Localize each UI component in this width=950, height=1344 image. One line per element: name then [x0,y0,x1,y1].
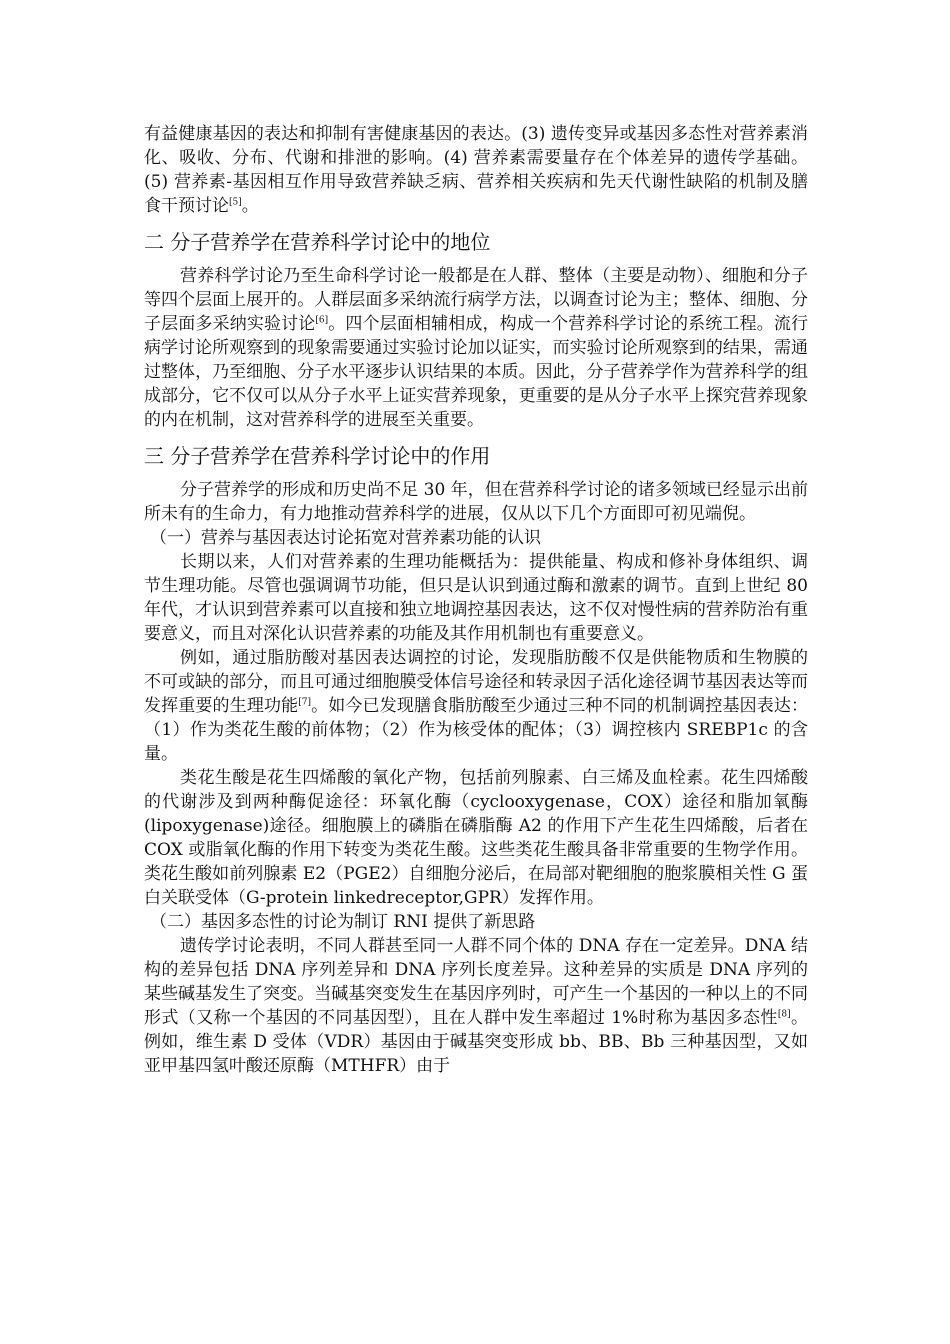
paragraph-text: 。例如，维生素 D 受体（VDR）基因由于碱基突变形成 bb、BB、Bb 三种基因型，又如亚甲基四氢叶酸还原酶（MTHFR）由于 [144,1008,808,1076]
citation-ref: [5] [229,197,242,208]
citation-ref: [6] [315,315,329,326]
subsection-heading-1: （一）营养与基因表达讨论拓宽对营养素功能的认识 [150,528,541,548]
citation-ref: [8] [777,1009,791,1020]
paragraph-status [144,264,808,432]
paragraph-text: 有益健康基因的表达和抑制有害健康基因的表达。(3) 遗传变异或基因多态性对营养素消化、吸收、分布、代谢和排泄的影响。(4) 营养素需要量存在个体差异的遗传学基础。(5) 营养素-基因相互作用导致营养缺乏病、营养相关疾病和先天代谢性缺陷的机制及膳食干预讨论 [144,124,808,216]
section-heading-3: 三 分子营养学在营养科学讨论中的作用 [144,444,491,468]
paragraph-nutrient-gene [144,122,808,218]
paragraph-fatty-acid [144,646,808,766]
section-heading-2: 二 分子营养学在营养科学讨论中的地位 [144,230,491,254]
paragraph-text: 营养科学讨论乃至生命科学讨论一般都是在人群、整体（主要是动物）、细胞和分子等四个层面上展开的。人群层面多采纳流行病学方法，以调查讨论为主；整体、细胞、分子层面多采纳实验讨论 [144,266,808,334]
paragraph-role-intro: 分子营养学的形成和历史尚不足 30 年，但在营养科学讨论的诸多领域已经显示出前所未有的生命力，有力地推动营养科学的进展，仅从以下几个方面即可初见端倪。 [144,480,808,524]
paragraph-text: 例如，通过脂肪酸对基因表达调控的讨论，发现脂肪酸不仅是供能物质和生物膜的不可或缺的部分，而且可通过细胞膜受体信号途径和转录因子活化途径调节基因表达等而发挥重要的生理功能 [144,648,808,716]
citation-ref: [7] [298,697,311,708]
paragraph-nutrient-function: 长期以来，人们对营养素的生理功能概括为：提供能量、构成和修补身体组织、调节生理功能。尽管也强调调节功能，但只是认识到通过酶和激素的调节。直到上世纪 80 年代，才认识到营养素可以直接和独立地调控基因表达，这不仅对慢性病的营养防治有重要意义，而且对深化认识营养素的功能及其作用机制也有重要意义。 [144,552,808,644]
paragraph-text: 。 [241,196,259,216]
document-page [144,122,808,1078]
paragraph-text: 遗传学讨论表明，不同人群甚至同一人群不同个体的 DNA 存在一定差异。DNA 结构的差异包括 DNA 序列差异和 DNA 序列长度差异。这种差异的实质是 DNA 序列的某些碱基发生了突变。当碱基突变发生在基因序列时，可产生一个基因的一种以上的不同形式（又称一个基因的不同基因型），且在人群中发生率超过 1%时称为基因多态性 [144,936,808,1028]
paragraph-text: 。四个层面相辅相成，构成一个营养科学讨论的系统工程。流行病学讨论所观察到的现象需要通过实验讨论加以证实，而实验讨论所观察到的结果，需通过整体，乃至细胞、分子水平逐步认识结果的本质。因此，分子营养学作为营养科学的组成部分，它不仅可以从分子水平上证实营养现象，更重要的是从分子水平上探究营养现象的内在机制，这对营养科学的进展至关重要。 [144,314,809,430]
subsection-heading-2: （二）基因多态性的讨论为制订 RNI 提供了新思路 [150,912,536,932]
paragraph-polymorphism [144,934,808,1078]
paragraph-eicosanoid: 类花生酸是花生四烯酸的氧化产物，包括前列腺素、白三烯及血栓素。花生四烯酸的代谢涉及到两种酶促途径：环氧化酶（cyclooxygenase，COX）途径和脂加氧酶 (lipoxygenase)途径。细胞膜上的磷脂在磷脂酶 A2 的作用下产生花生四烯酸，后者在 COX 或脂氧化酶的作用下转变为类花生酸。这些类花生酸具备非常重要的生物学作用。类花生酸如前列腺素 E2（PGE2）自细胞分泌后，在局部对靶细胞的胞浆膜相关性 G 蛋白关联受体（G-protein linkedreceptor,GPR）发挥作用。 [144,768,808,908]
paragraph-text: 。如今已发现膳食脂肪酸至少通过三种不同的机制调控基因表达：（1）作为类花生酸的前体物；（2）作为核受体的配体；（3）调控核内 SREBP1c 的含量。 [144,696,809,764]
